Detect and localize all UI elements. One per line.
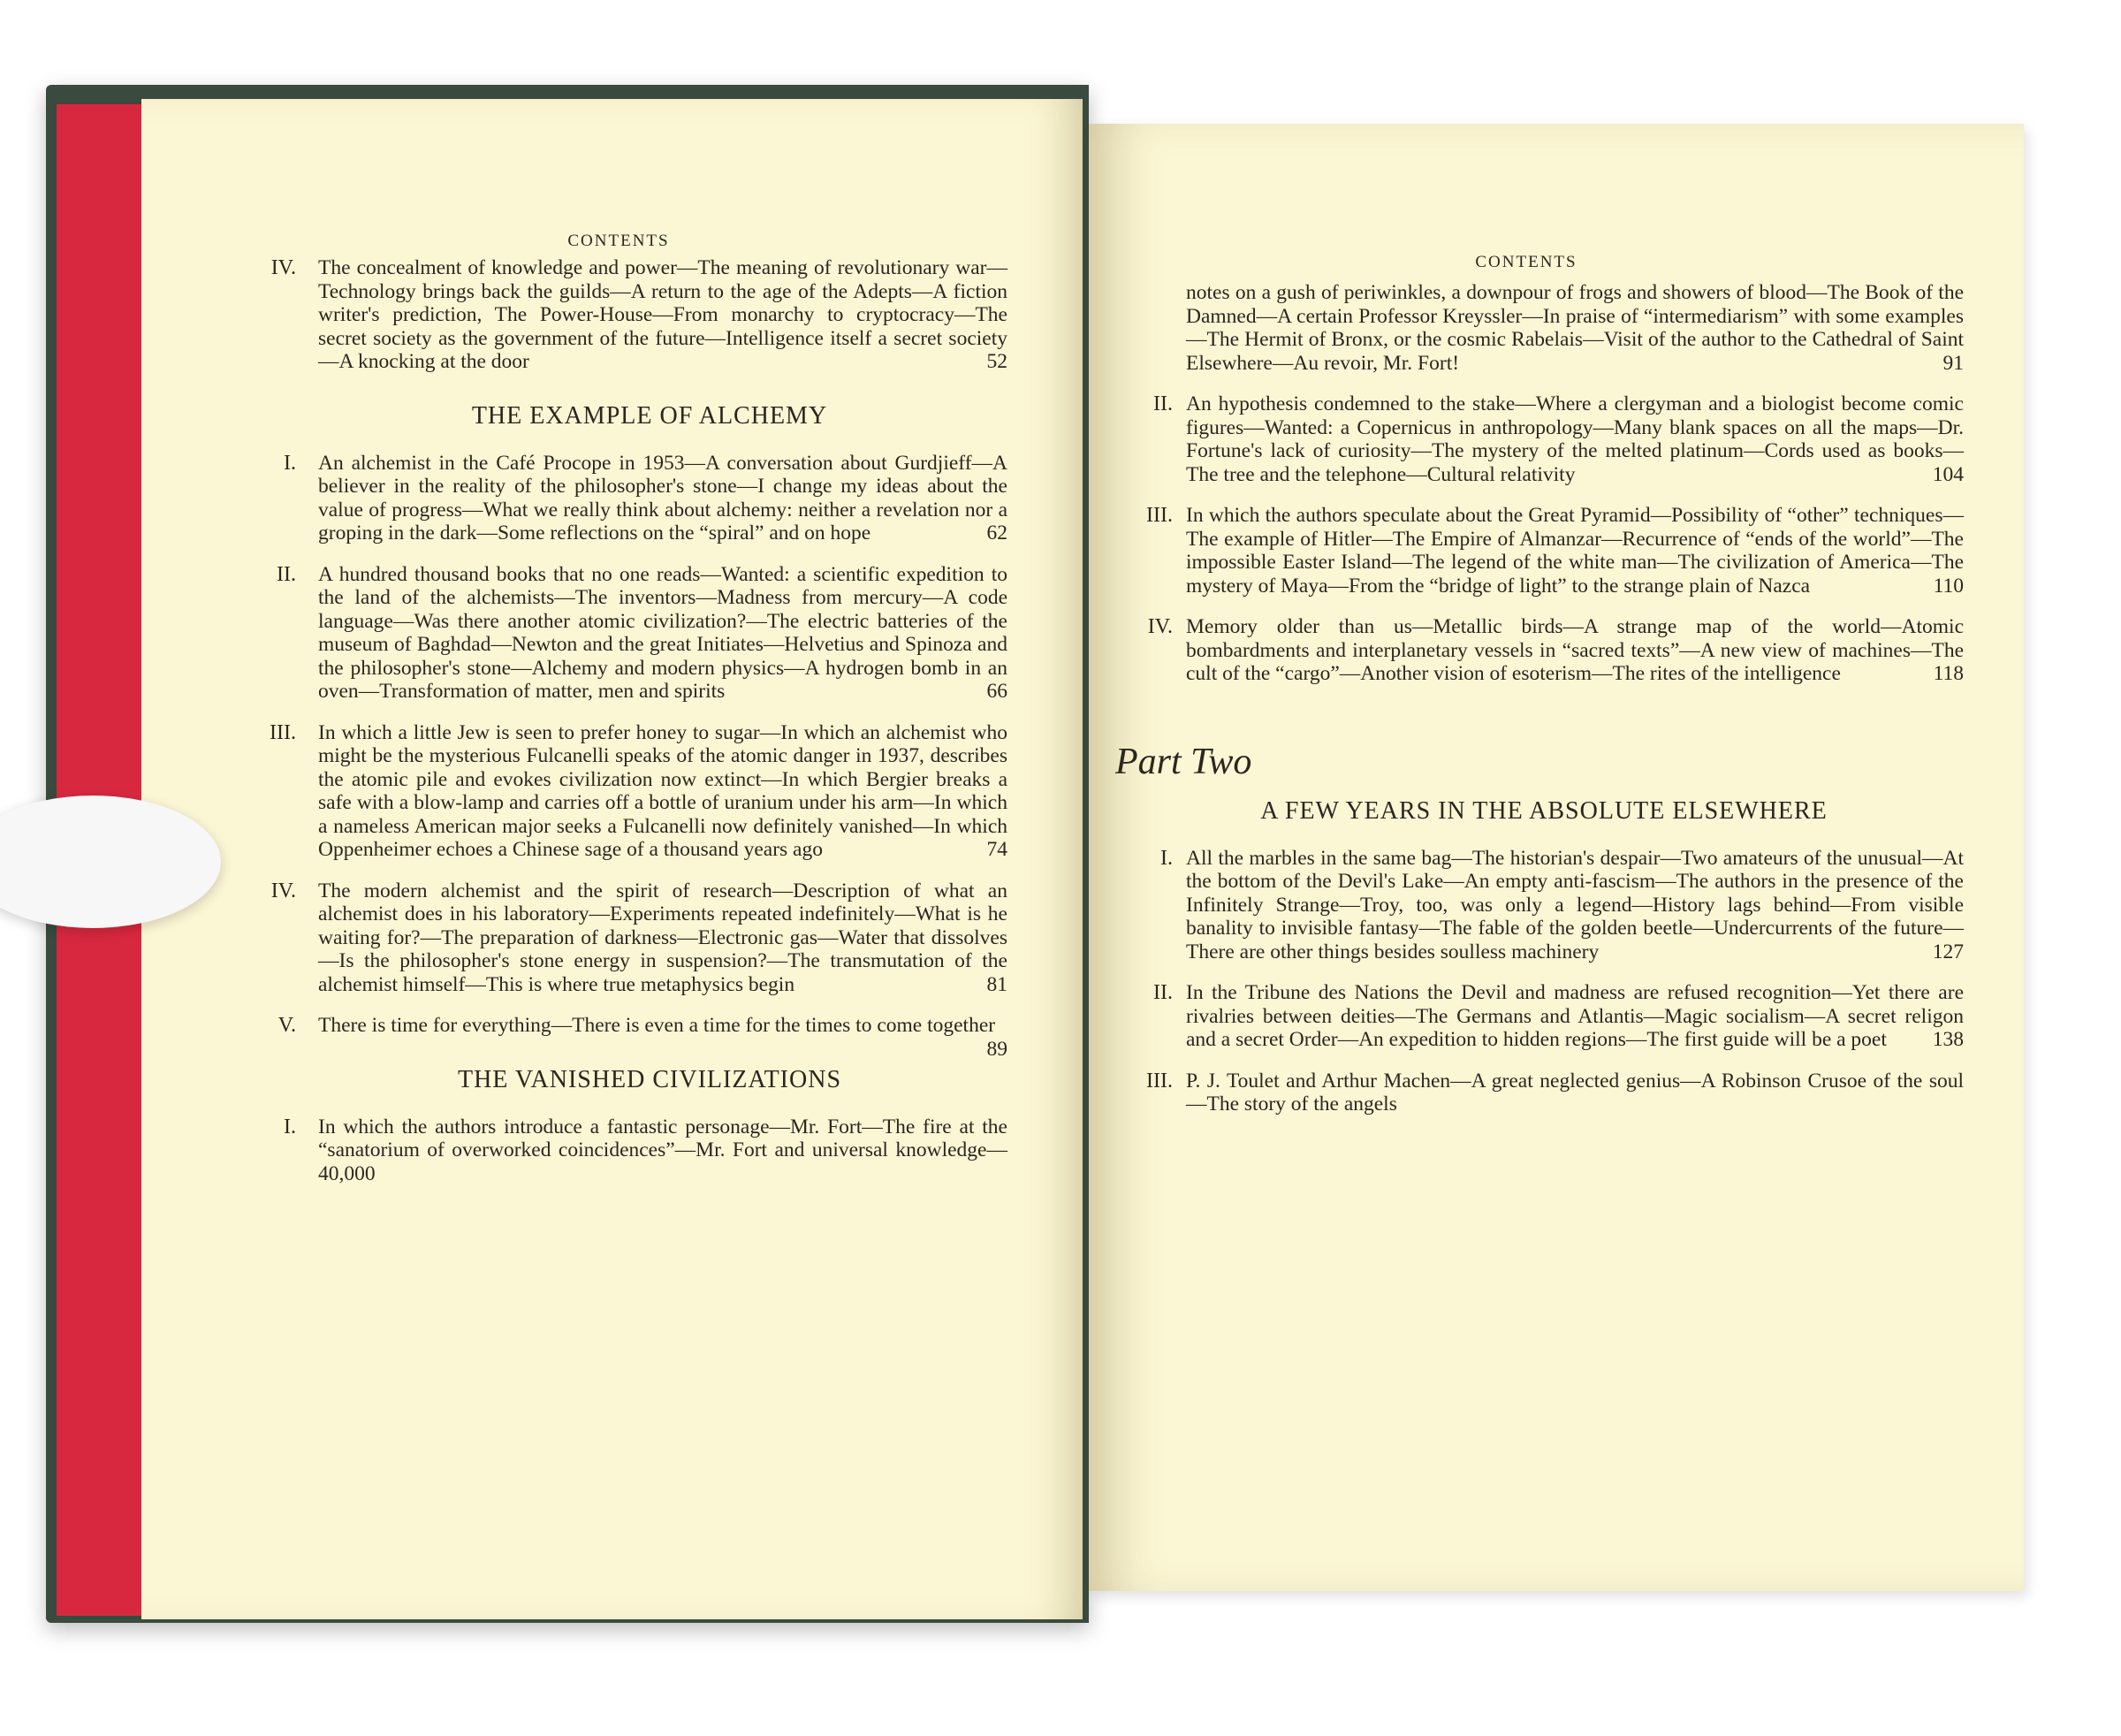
section-title-vanished: THE VANISHED CIVILIZATIONS xyxy=(457,1065,842,1093)
page-number: 138 xyxy=(1932,1028,1964,1051)
chapter-number: V. xyxy=(277,1014,296,1037)
vanished-entries xyxy=(284,1115,1007,1186)
page-number: 74 xyxy=(986,838,1007,861)
section-title-elsewhere: A FEW YEARS IN THE ABSOLUTE ELSEWHERE xyxy=(1260,796,1828,825)
part-two-entries xyxy=(1146,846,1964,1116)
alchemy-entries xyxy=(270,451,1007,1061)
right-page xyxy=(1089,124,2024,1591)
toc-entry xyxy=(1146,504,1964,598)
entry-text: In the Tribune des Nations the Devil and madness are refused recognition—Yet there are rivalries between deities—The Germans and Atlantis—Magic socialism—A secret religon and a secret Order—An expedition to hidden regions—The first guide will be a poet 138 xyxy=(1186,981,1964,1051)
chapter-number: II. xyxy=(1153,392,1173,415)
entry-text: In which the authors introduce a fantastic personage—Mr. Fort—The fire at the “sanatorium of overworked coincidences”—Mr. Fort and universal knowledge—40,000 xyxy=(318,1115,1007,1185)
page-number: 127 xyxy=(1932,940,1964,963)
chapter-number: I. xyxy=(284,451,296,475)
page-number: 62 xyxy=(986,522,1007,544)
chapter-number: II. xyxy=(1153,981,1173,1004)
right-contents xyxy=(1115,281,1964,1134)
entry-text: Memory older than us—Metallic birds—A strange map of the world—Atomic bombardments and interplanetary vessels in “sacred texts”—A new view of machines—The cult of the “cargo”—Another vision of esoterism—The rites of the intelligence 118 xyxy=(1186,615,1964,685)
entry-text: P. J. Toulet and Arthur Machen—A great neglected genius—A Robinson Crusoe of the soul—The story of the angels xyxy=(1186,1069,1964,1115)
chapter-number: IV. xyxy=(270,879,296,902)
toc-entry xyxy=(277,562,1007,704)
page-number: 52 xyxy=(986,350,1007,373)
chapter-number: IV. xyxy=(1147,615,1173,638)
entry-text: notes on a gush of periwinkles, a downpour of frogs and showers of blood—The Book of the Damned—A certain Professor Kreyssler—In praise of “intermediarism” with some examples—The Hermit of Bronx, or the cosmic Rabelais—Visit of the author to the Cathedral of Saint Elsewhere—Au revoir, Mr. Fort! 91 xyxy=(1186,281,1964,375)
toc-entry xyxy=(1153,981,1964,1052)
left-page xyxy=(141,99,1083,1619)
chapter-number: II. xyxy=(277,562,296,586)
entry-text: The modern alchemist and the spirit of research—Description of what an alchemist does in his laboratory—Experiments repeated indefinitely—What is he waiting for?—The preparation of darkness—Electronic gas—Water that dissolves—Is the philosopher's stone energy in suspension?—The transmutation of the alchemist himself—This is where true metaphysics begin 81 xyxy=(318,879,1007,996)
toc-entry xyxy=(270,720,1007,862)
toc-entry xyxy=(270,879,1007,997)
chapter-number: I. xyxy=(1160,846,1173,870)
entry-text: A hundred thousand books that no one reads—Wanted: a scientific expedition to the land of the alchemists—The inventors—Madness from mercury—A code language—Was there another atomic civilization?—The electric batteries of the museum of Baghdad—Newton and the great Initiates—Helvetius and Spinoza and the philosopher's stone—Alchemy and modern physics—A hydrogen bomb in an oven—Transformation of matter, men and spirits 66 xyxy=(318,562,1007,703)
page-number: 81 xyxy=(986,972,1007,996)
toc-entry xyxy=(1160,846,1964,964)
left-top-entries xyxy=(270,256,1007,374)
section-title-alchemy: THE EXAMPLE OF ALCHEMY xyxy=(471,401,828,430)
page-number: 66 xyxy=(986,680,1007,703)
toc-entry xyxy=(1147,615,1964,686)
page-number: 89 xyxy=(986,1037,1007,1061)
toc-entry xyxy=(277,1014,1007,1061)
entry-text: In which the authors speculate about the Great Pyramid—Possibility of “other” techniques—The example of Hitler—The Empire of Almanzar—Recurrence of “ends of the world”—The impossible Easter Island—The legend of the white man—The civilization of America—The mystery of Maya—From the “bridge of light” to the strange plain of Nazca 110 xyxy=(1186,504,1964,598)
right-entries xyxy=(1146,392,1964,686)
entry-text: All the marbles in the same bag—The historian's despair—Two amateurs of the unusual—At the bottom of the Devil's Lake—An empty anti-fascism—The authors in the presence of the Infinitely Strange—Troy, too, was only a legend—History lags behind—From visible banality to invisible fantasy—The fable of the golden beetle—Undercurrents of the future—There are other things besides soulless machinery 127 xyxy=(1186,846,1964,963)
entry-text: An hypothesis condemned to the stake—Where a clergyman and a biologist become comic figures—Wanted: a Copernicus in anthropology—Many blank spaces on all the maps—Dr. Fortune's lack of curiosity—The mystery of the melted platinum—Cords used as books—The tree and the telephone—Cultural relativity 104 xyxy=(1186,392,1964,486)
part-title: Part Two xyxy=(1115,741,1252,782)
entry-text: The concealment of knowledge and power—The meaning of revolutionary war—Technology brings back the guilds—A return to the age of the Adepts—A fiction writer's prediction, The Power-House—From monarchy to cryptocracy—The secret society as the government of the future—Intelligence itself a secret society—A knocking at the door 52 xyxy=(318,256,1007,373)
entry-text: In which a little Jew is seen to prefer honey to sugar—In which an alchemist who might be the mysterious Fulcanelli speaks of the atomic danger in 1937, describes the atomic pile and evokes civilization now extinct—In which Bergier breaks a safe with a blow-lamp and carries off a bottle of uranium under his arm—In which a nameless American major seeks a Fulcanelli now definitely vanished—In which Oppenheimer echoes a Chinese sage of a thousand years ago 74 xyxy=(318,720,1007,861)
toc-entry xyxy=(1146,1069,1964,1116)
chapter-number: III. xyxy=(1146,504,1173,527)
entry-text: An alchemist in the Café Procope in 1953—A conversation about Gurdjieff—A believer in the reality of the philosopher's stone—I change my ideas about the value of progress—What we really think about alchemy: neither a revelation nor a groping in the dark—Some reflections on the “spiral” and on hope 62 xyxy=(318,451,1007,544)
entry-text: There is time for everything—There is even a time for the times to come together 89 xyxy=(318,1014,1007,1061)
chapter-number: I. xyxy=(284,1115,296,1138)
toc-entry xyxy=(284,451,1007,545)
page-number: 104 xyxy=(1932,462,1964,486)
chapter-number: III. xyxy=(1146,1069,1173,1093)
toc-entry xyxy=(284,1115,1007,1186)
toc-entry xyxy=(1153,392,1964,486)
chapter-number: IV. xyxy=(270,256,296,279)
running-head: CONTENTS xyxy=(1475,253,1577,271)
page-number: 91 xyxy=(1942,351,1964,375)
page-number: 118 xyxy=(1933,662,1964,685)
running-head: CONTENTS xyxy=(567,232,670,250)
chapter-number: III. xyxy=(270,720,296,744)
toc-entry xyxy=(270,256,1007,374)
toc-entry-continuation xyxy=(1186,281,1964,375)
left-contents xyxy=(270,256,1007,1203)
page-number: 110 xyxy=(1933,574,1964,598)
